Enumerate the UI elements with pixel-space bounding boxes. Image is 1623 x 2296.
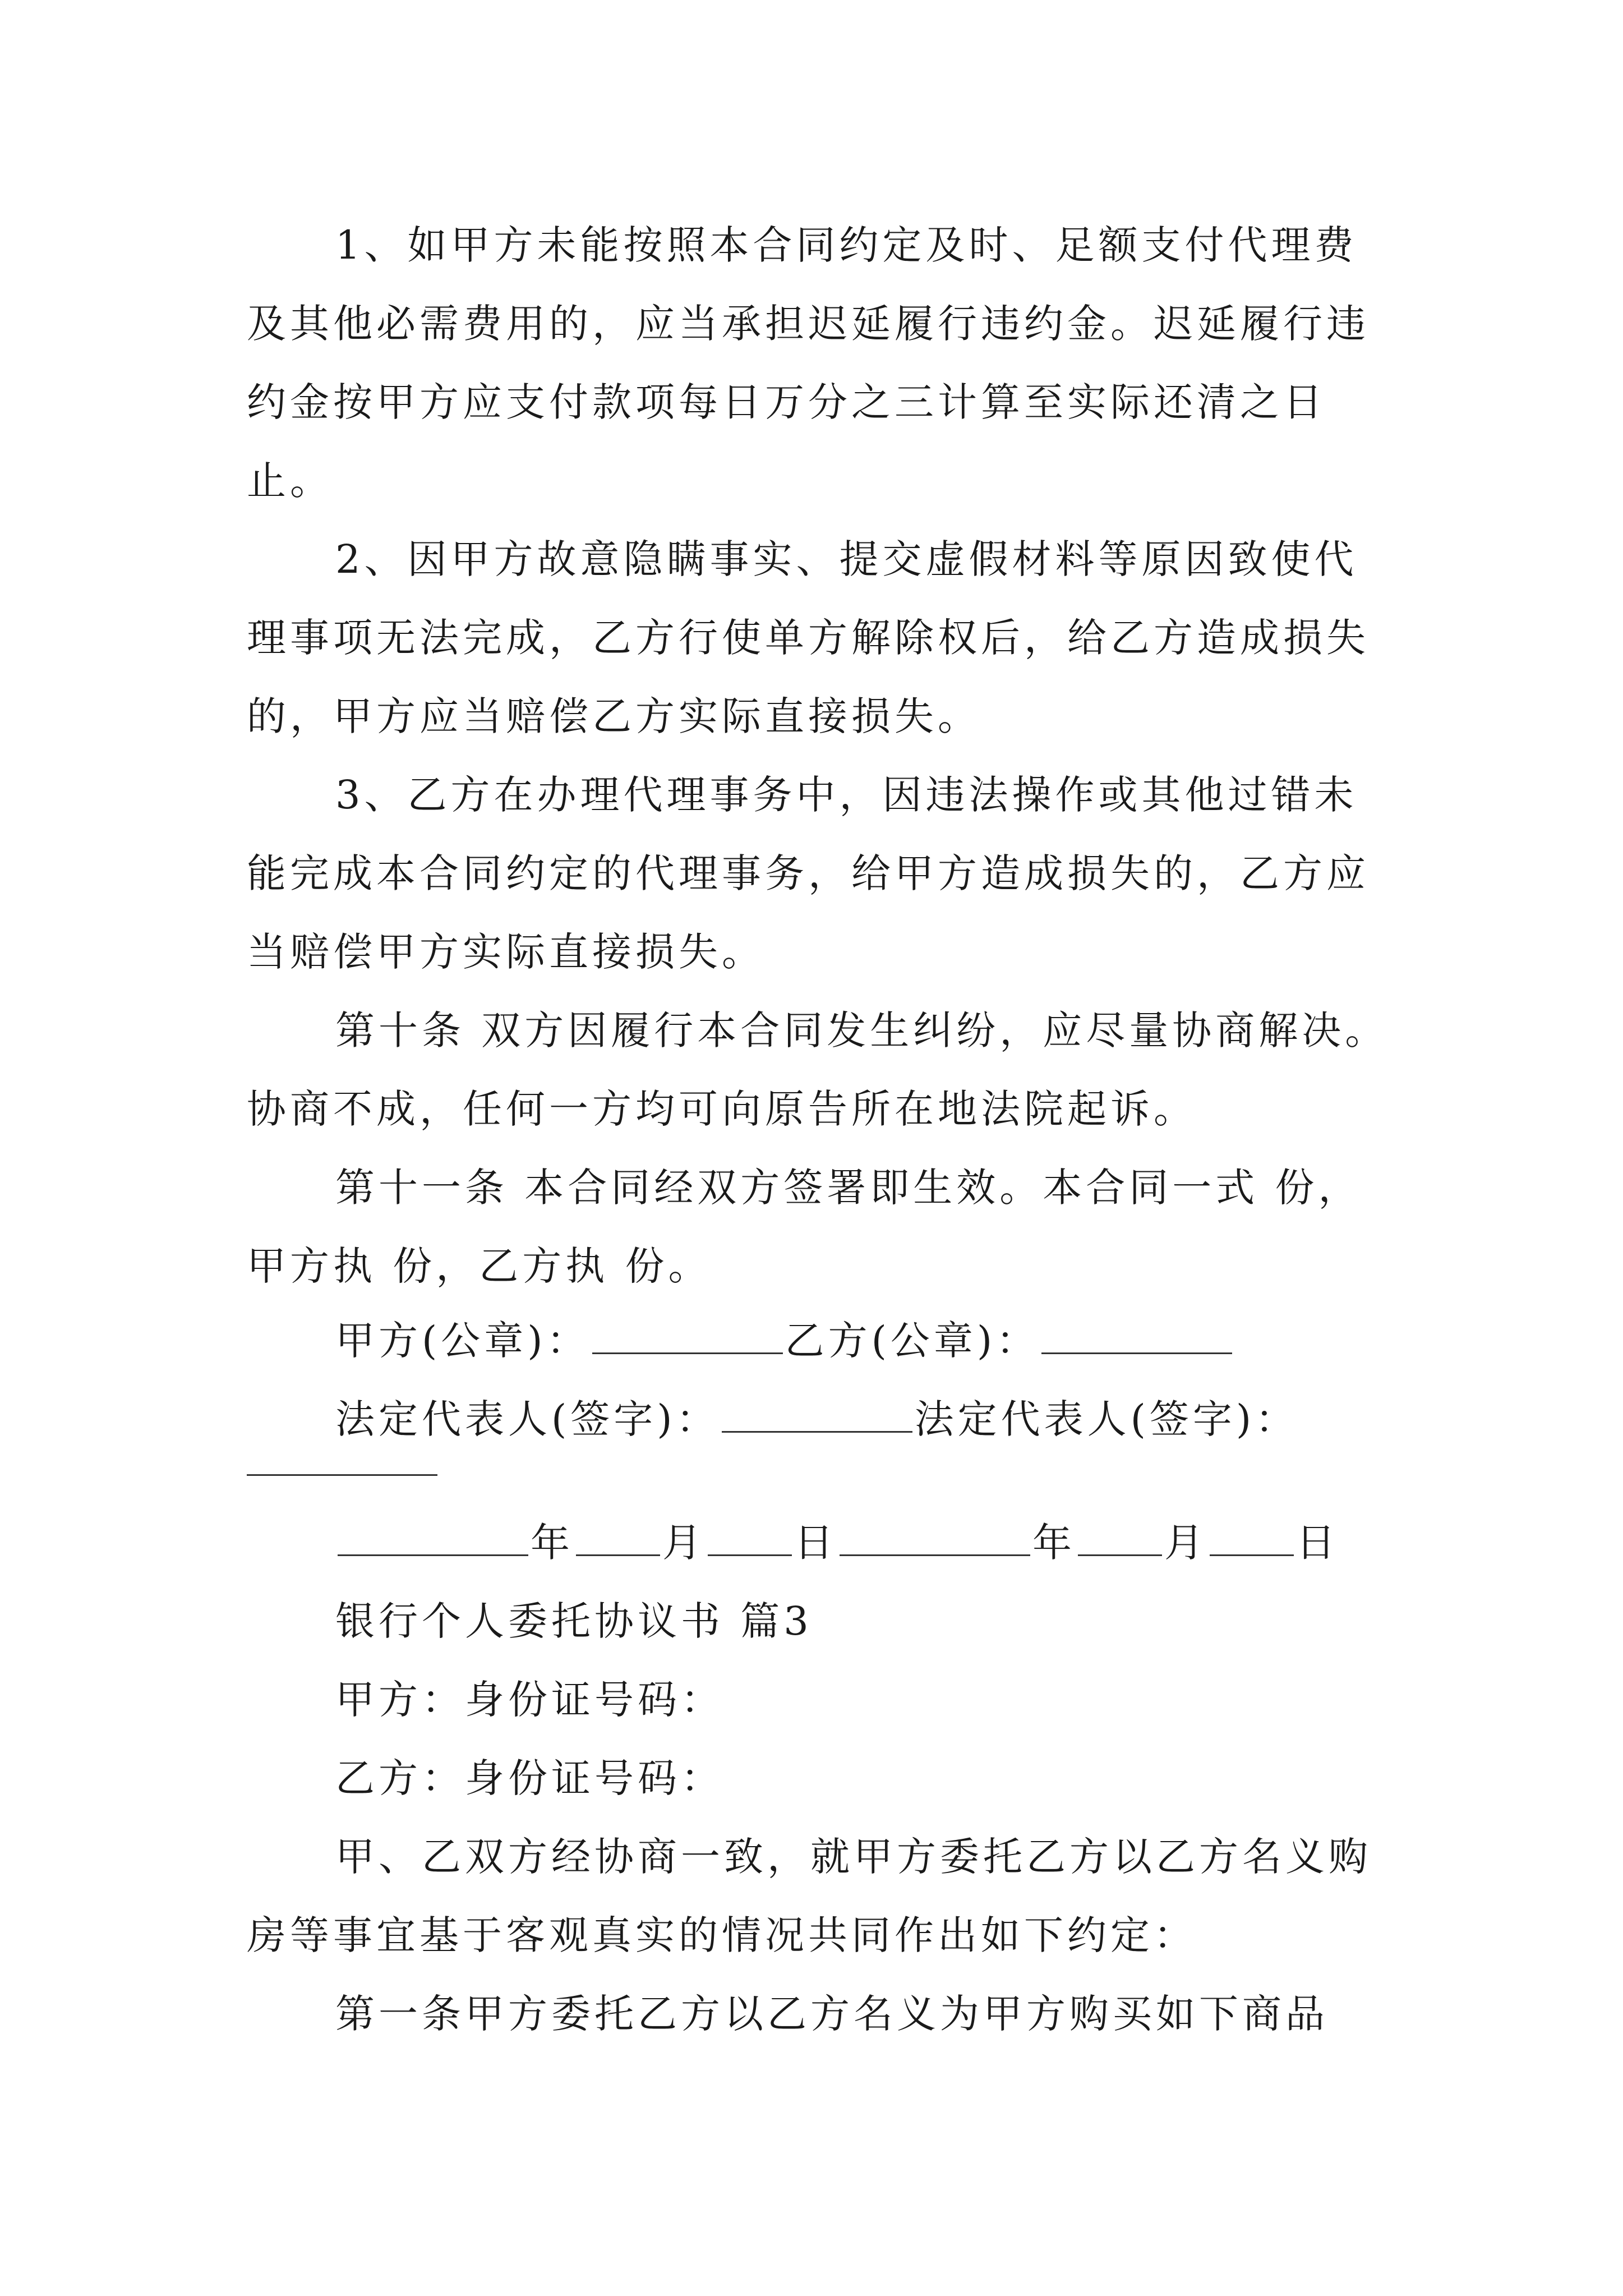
clause-11-line-2: 甲方执 份，乙方执 份。 <box>247 1243 712 1289</box>
clause-9-2-line-3: 的，甲方应当赔偿乙方实际直接损失。 <box>247 693 981 739</box>
date-b-year-label: 年 <box>1032 1520 1076 1566</box>
clause-9-1-line-3: 约金按甲方应支付款项每日万分之三计算至实际还清之日 <box>247 379 1326 425</box>
section-title: 银行个人委托协议书 篇3 <box>335 1598 813 1644</box>
date-a-day-label: 日 <box>794 1520 837 1566</box>
date-a-day-blank <box>708 1520 792 1556</box>
party-a-id-line: 甲方：身份证号码： <box>335 1677 724 1723</box>
date-a-month-blank <box>576 1520 660 1556</box>
clause-9-1-line-1: 1、如甲方未能按照本合同约定及时、足额支付代理费 <box>335 222 1358 268</box>
date-a-year-label: 年 <box>531 1520 574 1566</box>
party-b-seal-label: 乙方(公章)： <box>785 1318 1040 1364</box>
rep-a-label: 法定代表人(签字)： <box>335 1396 720 1442</box>
clause-9-1-line-2: 及其他必需费用的，应当承担迟延履行违约金。迟延履行违 <box>247 301 1370 347</box>
party-b-id-line: 乙方：身份证号码： <box>335 1755 724 1801</box>
clause-9-1-line-4: 止。 <box>247 458 333 504</box>
date-b-day-label: 日 <box>1296 1520 1339 1566</box>
clause-9-3-line-3: 当赔偿甲方实际直接损失。 <box>247 929 765 975</box>
date-b-month-blank <box>1078 1520 1162 1556</box>
article-1-line-1: 第一条甲方委托乙方以乙方名义为甲方购买如下商品 <box>335 1991 1329 2037</box>
clause-11-line-1: 第十一条 本合同经双方签署即生效。本合同一式 份， <box>335 1165 1362 1211</box>
rep-b-label: 法定代表人(签字)： <box>914 1396 1299 1442</box>
date-b-day-blank <box>1210 1520 1294 1556</box>
intro-line-2: 房等事宜基于客观真实的情况共同作出如下约定： <box>247 1912 1197 1958</box>
date-line <box>335 1515 1339 1571</box>
clause-10-line-1: 第十条 双方因履行本合同发生纠纷，应尽量协商解决。 <box>335 1007 1389 1053</box>
clause-9-3-line-2: 能完成本合同约定的代理事务，给甲方造成损失的，乙方应 <box>247 850 1370 896</box>
date-a-year-blank <box>338 1520 528 1556</box>
date-a-month-label: 月 <box>662 1520 706 1566</box>
clause-9-3-line-1: 3、乙方在办理代理事务中，因违法操作或其他过错未 <box>335 772 1358 818</box>
clause-9-2-line-1: 2、因甲方故意隐瞒事实、提交虚假材料等原因致使代 <box>335 536 1358 582</box>
date-b-month-label: 月 <box>1164 1520 1207 1566</box>
rep-a-blank <box>722 1396 912 1433</box>
party-b-seal-blank <box>1041 1318 1232 1354</box>
clause-10-line-2: 协商不成，任何一方均可向原告所在地法院起诉。 <box>247 1086 1197 1132</box>
clause-9-2-line-2: 理事项无法完成，乙方行使单方解除权后，给乙方造成损失 <box>247 615 1370 661</box>
party-a-seal-label: 甲方(公章)： <box>335 1318 590 1364</box>
seal-line <box>335 1313 1234 1369</box>
date-b-year-blank <box>840 1520 1030 1556</box>
rep-b-blank <box>247 1474 437 1476</box>
representative-line <box>335 1391 1298 1447</box>
intro-line-1: 甲、乙双方经协商一致，就甲方委托乙方以乙方名义购 <box>335 1834 1372 1880</box>
party-a-seal-blank <box>592 1318 783 1354</box>
